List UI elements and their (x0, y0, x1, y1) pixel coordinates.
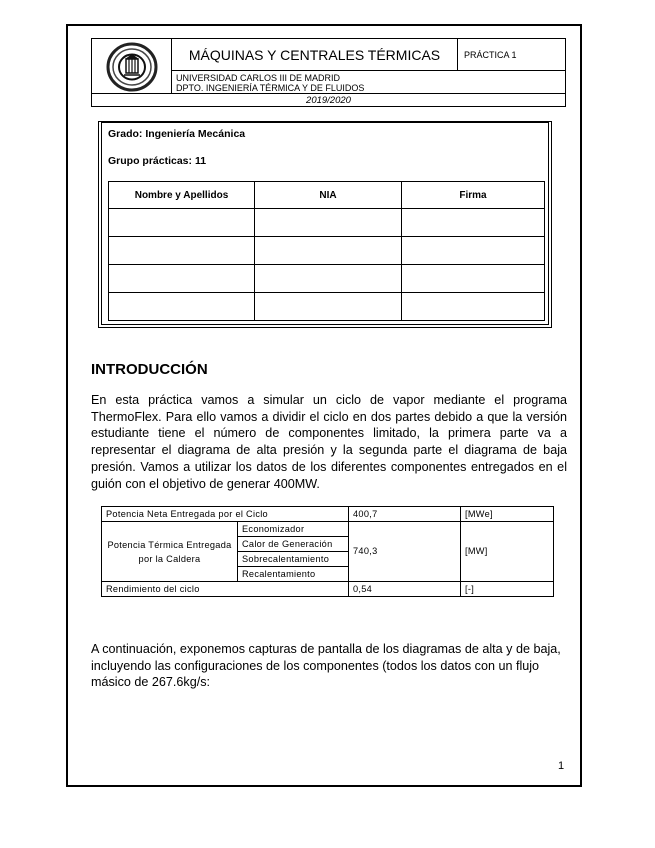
thermal-power-label: Potencia Térmica Entregada por la Caldera (102, 522, 238, 582)
efficiency-label: Rendimiento del ciclo (102, 582, 349, 597)
table-row (109, 293, 545, 321)
table-row (102, 507, 554, 522)
degree-label: Grado: Ingeniería Mecánica (108, 128, 246, 140)
university-name: UNIVERSIDAD CARLOS III DE MADRID (176, 73, 341, 83)
table-row (109, 237, 545, 265)
institution-info (171, 70, 566, 94)
thermal-power-unit: [MW] (461, 522, 554, 582)
component-calor-generacion: Calor de Generación (238, 537, 349, 552)
intro-paragraph: En esta práctica vamos a simular un ciclo de vapor mediante el programa ThermoFlex. Para ello vamos a dividir el ciclo en dos partes debido a que la versión estudiante tiene el número de componentes limitado, la primera parte va a representar el diagrama de alta presión y la segunda parte el diagrama de baja presión. Vamos a utilizar los datos de los diferentes componentes entregados en el guión con el objetivo de generar 400MW. (91, 393, 567, 491)
nia-cell[interactable] (255, 209, 402, 237)
page-number: 1 (558, 760, 565, 772)
nia-cell[interactable] (255, 237, 402, 265)
net-power-label: Potencia Neta Entregada por el Ciclo (102, 507, 349, 522)
thermal-power-value: 740,3 (349, 522, 461, 582)
closing-paragraph: A continuación, exponemos capturas de pantalla de los diagramas de alta y de baja, incluyendo las configuraciones de los componentes (todos los datos con un flujo másico de 267.6kg/s: (91, 642, 561, 690)
efficiency-unit: [-] (461, 582, 554, 597)
signature-cell[interactable] (402, 209, 545, 237)
name-cell[interactable] (109, 237, 255, 265)
academic-year: 2019/2020 (91, 93, 566, 107)
table-row (109, 209, 545, 237)
signature-cell[interactable] (402, 237, 545, 265)
name-cell[interactable] (109, 209, 255, 237)
nia-cell[interactable] (255, 265, 402, 293)
signature-cell[interactable] (402, 265, 545, 293)
logo-cell (91, 38, 172, 94)
name-cell[interactable] (109, 293, 255, 321)
efficiency-value: 0,54 (349, 582, 461, 597)
net-power-unit: [MWe] (461, 507, 554, 522)
practice-label: PRÁCTICA 1 (457, 38, 566, 71)
net-power-value: 400,7 (349, 507, 461, 522)
nia-cell[interactable] (255, 293, 402, 321)
university-seal-icon (101, 42, 163, 92)
component-economizador: Economizador (238, 522, 349, 537)
signature-cell[interactable] (402, 293, 545, 321)
column-header-signature: Firma (402, 182, 545, 209)
section-heading: INTRODUCCIÓN (91, 361, 208, 378)
members-header-row (109, 182, 545, 209)
column-header-name: Nombre y Apellidos (109, 182, 255, 209)
department-name: DPTO. INGENIERÍA TÉRMICA Y DE FLUIDOS (176, 83, 365, 93)
component-sobrecalentamiento: Sobrecalentamiento (238, 552, 349, 567)
table-row (109, 265, 545, 293)
group-label: Grupo prácticas: 11 (108, 155, 207, 167)
column-header-nia: NIA (255, 182, 402, 209)
members-table (108, 181, 545, 321)
table-row (102, 582, 554, 597)
table-row (102, 522, 554, 537)
document-title: MÁQUINAS Y CENTRALES TÉRMICAS (171, 38, 458, 71)
results-table (101, 506, 554, 597)
component-recalentamiento: Recalentamiento (238, 567, 349, 582)
name-cell[interactable] (109, 265, 255, 293)
document-header (91, 38, 566, 107)
